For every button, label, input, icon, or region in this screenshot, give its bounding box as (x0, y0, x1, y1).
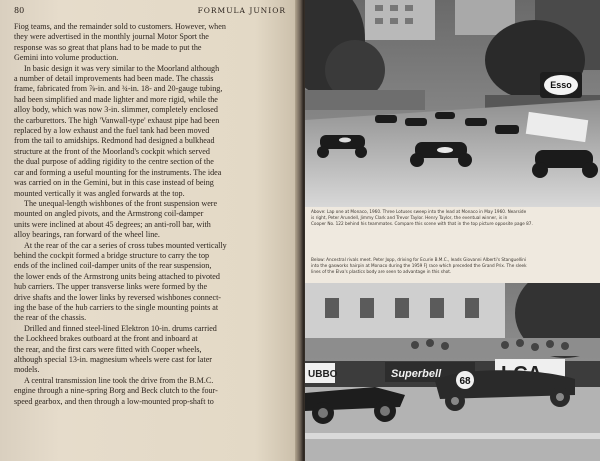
barrier-text-ubbo: UBBO (308, 369, 338, 380)
caption-line: is right, Peter Arundell, Jimmy Clark and Trevor Taylor. Henry Taylor, the eventual winner, is in (311, 215, 508, 220)
body-text-line: the lower ends of the Armstrong units being attached to pivoted (14, 271, 220, 281)
caption-line: Cooper No. 122 behind his teammates. Compare this scene with that in the top picture opposite page 87. (311, 221, 533, 226)
body-text (14, 22, 286, 407)
body-text-line: replaced by a low exhaust and the fuel tank had been moved (14, 126, 210, 136)
body-text-line: the rear of the chassis. (14, 313, 87, 323)
caption-below (311, 257, 594, 281)
caption-line: Above: Lap one at Monaco, 1960. Three Lotuses sweep into the lead at Monaco in May 1960. Nearside (311, 209, 527, 214)
body-text-line: speed gearbox, and then through a low-mounted prop-shaft to (14, 396, 214, 406)
car-number-68: 68 (459, 376, 471, 387)
body-text-line: they were advertised in the monthly journal Motor Sport the (14, 32, 209, 42)
page-number: 80 (14, 6, 25, 15)
body-text-line: mounted vertically it was angled forwards at the top. (14, 188, 185, 198)
body-text-line: behind the cockpit formed a bridge structure to carry the top (14, 250, 210, 260)
caption-line: Below: Ancestral rivals meet. Peter Jopp, driving for Ecurie B.M.C., leads Giovanni Alberti's Stanguellini (311, 257, 527, 262)
photo-monaco-start-image (305, 0, 600, 207)
body-text-line: ing the base of the hub carriers to the single mounting points at (14, 302, 219, 312)
body-text-line: a number of detail improvements had been made. The chassis (14, 74, 214, 84)
body-text-line: the dual purpose of adding rigidity to the centre section of the (14, 157, 214, 167)
body-text-line: was carried on in the Gemini, but in this case instead of being (14, 178, 214, 188)
body-text-line: ends of the inclined coil-damper units of the rear suspension, (14, 261, 212, 271)
body-text-line: alloy body, which was now 3-in. slimmer, completely enclosed (14, 105, 218, 115)
body-text-line: At the rear of the car a series of cross tubes mounted vertically (24, 240, 227, 250)
esso-sign-text: Esso (550, 80, 572, 90)
body-text-line: drive shafts and the lower links by reversed wishbones connect- (14, 292, 222, 302)
body-text-line: although special 13-in. magnesium wheels were cast for later (14, 355, 213, 364)
body-text-line: car and forming a useful mounting for the instruments. The idea (14, 167, 222, 177)
body-text-line: engine through a nine-spring Borg and Beck clutch to the four- (14, 386, 218, 396)
barrier-text-superbell: Superbell (391, 368, 442, 380)
body-text-line: Drilled and finned steel-lined Elektron 10-in. drums carried (24, 323, 217, 333)
photo-gasworks-hairpin-image (305, 283, 600, 461)
body-text-line: A central transmission line took the drive from the B.M.C. (24, 375, 214, 385)
body-text-line: response was so great that plans had to be made to put the (14, 42, 202, 52)
photo-monaco-start (305, 0, 600, 207)
body-text-line: from the tail to amidships. Redmond had designed a bulkhead (14, 136, 215, 146)
body-text-line: the rear, and the first cars were fitted with Cooper wheels, (14, 344, 202, 354)
body-text-line: alloy bearings, ran forward of the wheel line. (14, 230, 160, 240)
body-text-line: had been simplified and made lighter and more rigid, while the (14, 94, 218, 104)
page-header (14, 6, 286, 20)
body-text-line: the Lockheed brakes outboard at the front and inboard at (14, 334, 198, 344)
body-text-line: the carburettors. The high 'Vanwall-type' exhaust pipe had been (14, 115, 220, 125)
caption-above (311, 209, 594, 257)
running-head: FORMULA JUNIOR (197, 6, 286, 15)
body-text-line: frame, fabricated from ⅞-in. and ¾-in. 18- and 20-gauge tubing, (14, 84, 223, 94)
body-text-line: models. (14, 365, 40, 375)
right-page (305, 0, 600, 461)
body-text-line: The unequal-length wishbones of the front suspension were (24, 198, 218, 208)
photo-gasworks-hairpin (305, 283, 600, 461)
caption-line: lines of the Elva's plastics body are seen to advantage in this shot. (311, 269, 452, 274)
caption-line: into the gasworks hairpin at Monaco during the 1959 FJ race which preceded the Grand Prix. The sleek (311, 263, 527, 268)
body-text-line: hub carriers. The upper transverse links were formed by the (14, 282, 208, 292)
body-text-line: In basic design it was very similar to the Moorland although (24, 63, 220, 73)
body-text-line: mounted on angled pivots, and the Armstrong coil-damper (14, 209, 204, 219)
body-text-line: Fiog teams, and the remainder sold to customers. However, when (14, 22, 226, 31)
body-text-line: structure at the front of the Moorland's cockpit which served (14, 146, 210, 156)
body-text-line: units were inclined at about 45 degrees; an anti-roll bar, with (14, 219, 211, 229)
body-text-line: Gemini into volume production. (14, 53, 119, 63)
